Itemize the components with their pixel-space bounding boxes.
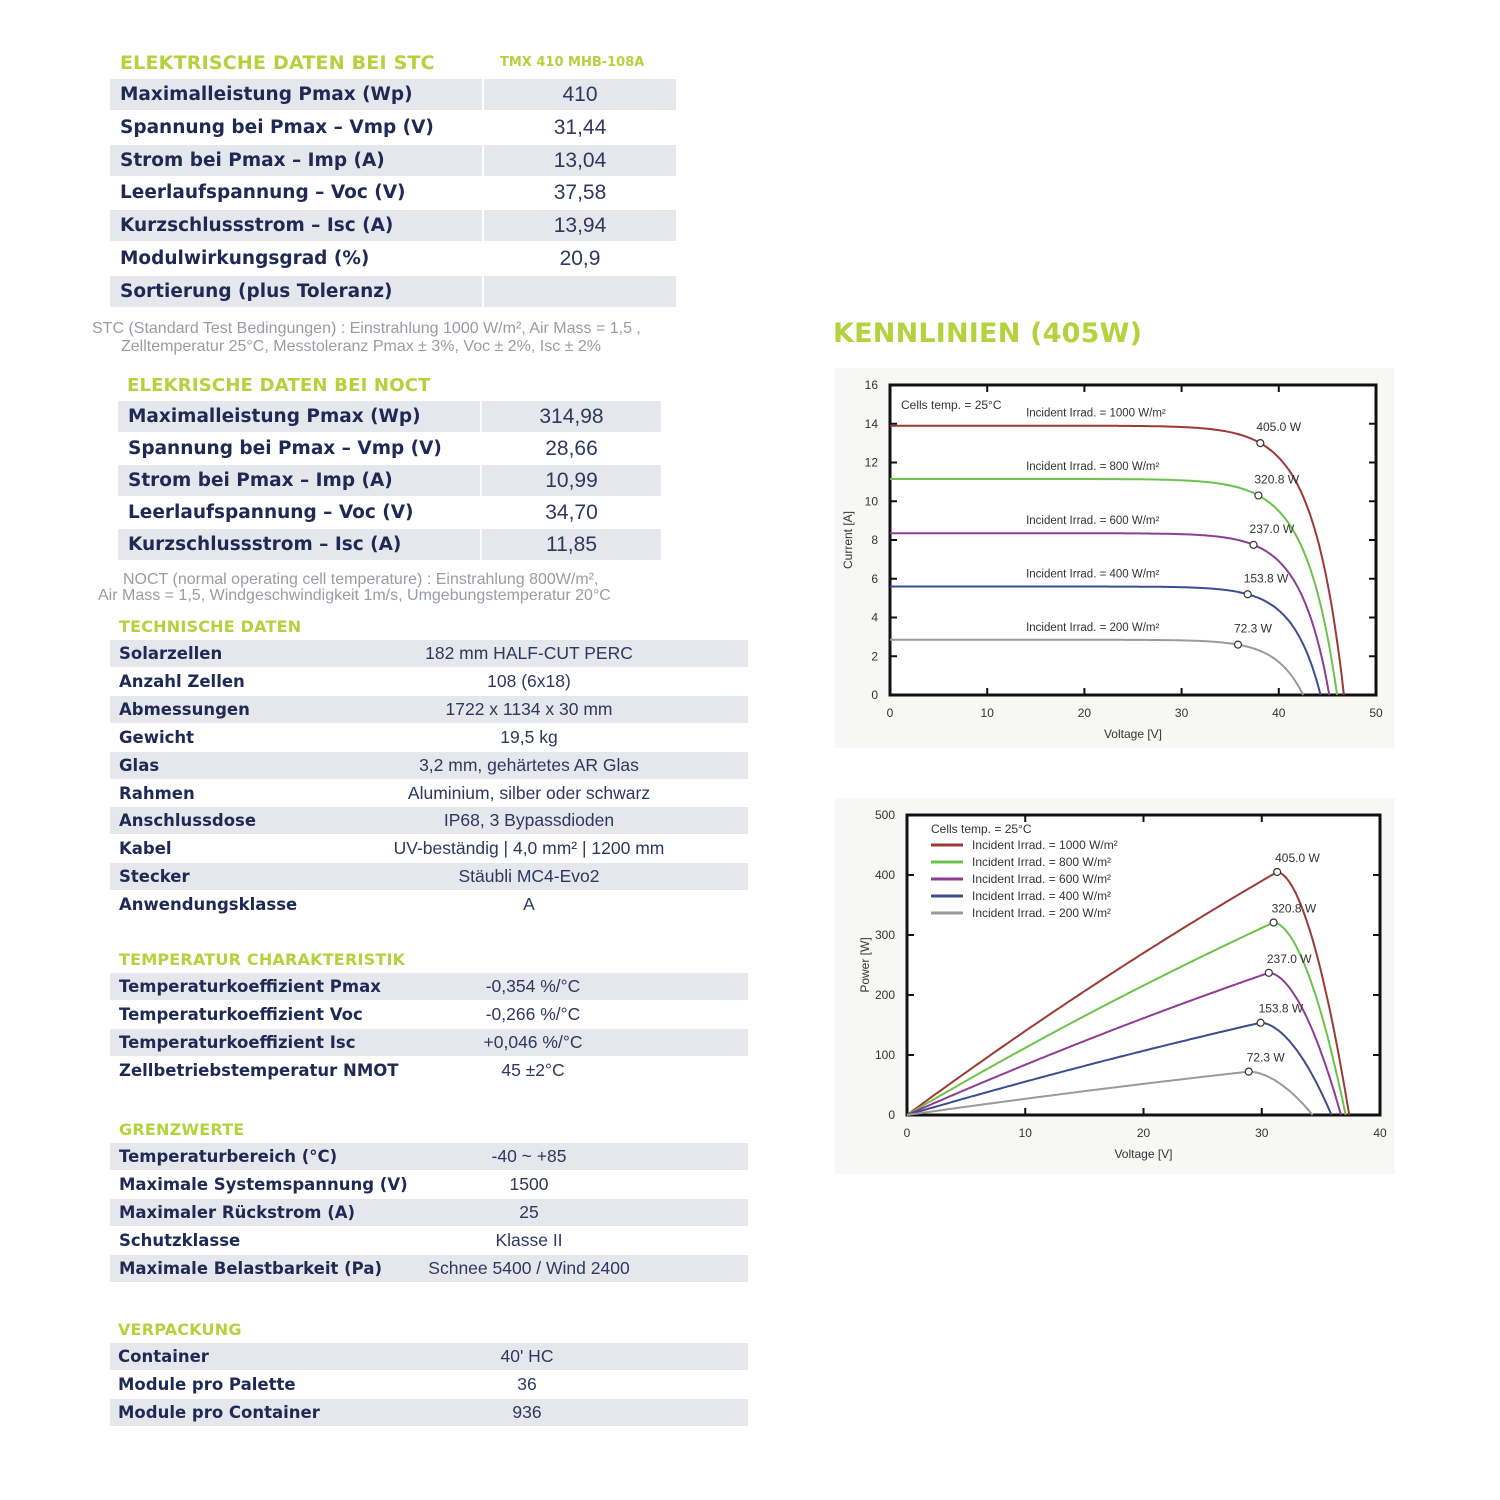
pv-mpp-point: [1265, 969, 1272, 976]
temperatur-row-label: Temperaturkoeffizient Isc: [119, 1033, 356, 1052]
noct-row: [118, 433, 661, 464]
pv-mpp-label: 237.0 W: [1266, 951, 1312, 966]
noct-row-value: 10,99: [482, 465, 661, 496]
grenzwerte-row-label: Temperaturbereich (°C): [119, 1147, 338, 1166]
stc-row-value: 37,58: [553, 181, 607, 205]
stc-row: [110, 276, 676, 307]
verpackung-row: [110, 1343, 748, 1370]
x-tick-label: 20: [1136, 1126, 1151, 1140]
verpackung-row-value: 40' HC: [500, 1346, 554, 1366]
pv-mpp-label: 405.0 W: [1275, 851, 1320, 865]
stc-row: [110, 112, 676, 143]
y-tick-label: 6: [871, 571, 878, 586]
technische-row-label: Glas: [119, 755, 160, 775]
technische-row-label: Gewicht: [119, 727, 195, 747]
verpackung-row-label: Module pro Palette: [118, 1375, 296, 1394]
temperatur-row-value: -0,354 %/°C: [485, 976, 581, 996]
technische-row: [110, 724, 748, 751]
legend-label: Incident Irrad. = 400 W/m²: [972, 889, 1112, 903]
x-tick-label: 10: [980, 706, 994, 720]
iv-series-name: Incident Irrad. = 1000 W/m²: [1026, 407, 1166, 420]
iv-series-name: Incident Irrad. = 600 W/m²: [1026, 515, 1160, 528]
plot-frame: [890, 385, 1376, 695]
grenzwerte-row: [110, 1255, 748, 1282]
noct-row-value: 28,66: [545, 437, 598, 460]
verpackung-row-value: 936: [512, 1402, 542, 1422]
stc-row: [110, 243, 676, 274]
iv-series-name: Incident Irrad. = 200 W/m²: [1026, 621, 1160, 634]
noct-row-value: 314,98: [482, 401, 661, 432]
grenzwerte-title: GRENZWERTE: [119, 1120, 245, 1139]
stc-row-value: 13,94: [484, 210, 676, 241]
technische-row-value: 3,2 mm, gehärtetes AR Glas: [419, 754, 639, 775]
stc-note-2: Zelltemperatur 25°C, Messtoleranz Pmax ± 3%, Voc ± 2%, Isc ± 2%: [121, 338, 602, 355]
iv-series-name: Incident Irrad. = 400 W/m²: [1026, 568, 1160, 581]
x-tick-label: 0: [886, 706, 894, 720]
iv-series-name: Incident Irrad. = 800 W/m²: [1026, 460, 1160, 473]
y-tick-label: 0: [871, 688, 878, 702]
noct-note-2: Air Mass = 1,5, Windgeschwindigkeit 1m/s, Umgebungstemperatur 20°C: [98, 587, 611, 604]
y-axis-label: Current [A]: [841, 510, 855, 570]
noct-row: [118, 465, 661, 496]
x-axis-label: Voltage [V]: [1114, 1147, 1173, 1161]
iv-mpp-point: [1257, 440, 1264, 447]
y-tick-label: 14: [864, 416, 878, 431]
technische-row: [110, 640, 748, 667]
temperatur-row: [110, 973, 748, 1000]
temperatur-title: TEMPERATUR CHARAKTERISTIK: [119, 950, 406, 969]
pv-mpp-point: [1245, 1068, 1252, 1075]
technische-row: [110, 752, 748, 779]
technische-row: [110, 891, 748, 918]
grenzwerte-row: [110, 1143, 748, 1170]
legend-label: Incident Irrad. = 1000 W/m²: [972, 838, 1118, 852]
technische-row-value: IP68, 3 Bypassdioden: [443, 810, 615, 831]
x-tick-label: 10: [1018, 1126, 1032, 1140]
noct-row: [118, 401, 661, 432]
verpackung-row: [110, 1371, 748, 1398]
technische-row-label: Abmessungen: [119, 699, 250, 719]
stc-row-value: 13,04: [484, 145, 676, 176]
noct-row: [118, 497, 661, 528]
iv-mpp-label: 237.0 W: [1249, 521, 1295, 536]
grenzwerte-row-label: Maximale Systemspannung (V): [119, 1175, 408, 1194]
temperatur-row-label: Zellbetriebstemperatur NMOT: [119, 1061, 399, 1080]
stc-row-label: Kurzschlussstrom – Isc (A): [110, 210, 482, 241]
grenzwerte-row-value: 1500: [509, 1174, 549, 1194]
stc-note-1: STC (Standard Test Bedingungen) : Einstrahlung 1000 W/m², Air Mass = 1,5 ,: [92, 320, 641, 337]
grenzwerte-row: [110, 1199, 748, 1226]
iv-mpp-label: 405.0 W: [1256, 420, 1302, 435]
stc-row-label: Sortierung (plus Toleranz): [110, 276, 482, 307]
iv-mpp-point: [1250, 541, 1257, 548]
y-tick-label: 0: [888, 1108, 895, 1122]
x-tick-label: 40: [1272, 706, 1286, 720]
stc-row: [110, 79, 676, 110]
technische-row-label: Rahmen: [119, 783, 195, 803]
x-tick-label: 20: [1077, 706, 1092, 720]
iv-mpp-label: 153.8 W: [1243, 571, 1289, 586]
verpackung-title: VERPACKUNG: [118, 1320, 242, 1339]
noct-row-label: Kurzschlussstrom – Isc (A): [118, 529, 480, 560]
legend-label: Incident Irrad. = 200 W/m²: [972, 906, 1112, 920]
technische-title: TECHNISCHE DATEN: [119, 617, 302, 636]
noct-row-label: Strom bei Pmax – Imp (A): [118, 465, 480, 496]
y-tick-label: 16: [864, 378, 878, 392]
technische-row: [110, 780, 748, 807]
pv-mpp-label: 72.3 W: [1246, 1050, 1285, 1065]
grenzwerte-row: [110, 1227, 748, 1254]
stc-row-label: Modulwirkungsgrad (%): [120, 248, 370, 269]
verpackung-row-label: Module pro Container: [118, 1403, 320, 1422]
technische-row: [110, 863, 748, 890]
technische-row-value: Stäubli MC4-Evo2: [458, 866, 600, 887]
technische-row: [110, 696, 748, 723]
grenzwerte-row-label: Maximaler Rückstrom (A): [119, 1203, 356, 1222]
stc-row-label: Spannung bei Pmax – Vmp (V): [120, 116, 434, 138]
grenzwerte-row-value: Klasse II: [495, 1230, 563, 1250]
cells-temp-label: Cells temp. = 25°C: [901, 398, 1002, 412]
technische-row-value: 108 (6x18): [487, 670, 571, 691]
technische-row-label: Kabel: [119, 839, 172, 859]
stc-row: [110, 210, 676, 241]
technische-row: [110, 835, 748, 862]
technische-row-label: Anwendungsklasse: [119, 895, 298, 915]
stc-row-value: 410: [484, 79, 676, 110]
noct-title: ELEKRISCHE DATEN BEI NOCT: [127, 375, 431, 396]
technische-row-label: Solarzellen: [119, 644, 223, 663]
temperatur-row: [110, 1001, 748, 1028]
x-tick-label: 30: [1255, 1126, 1269, 1140]
iv-chart-box: [835, 368, 1395, 748]
stc-row-label: Maximalleistung Pmax (Wp): [110, 79, 482, 110]
technische-row: [110, 807, 748, 834]
grenzwerte-row-label: Schutzklasse: [119, 1231, 241, 1250]
temperatur-row-value: 45 ±2°C: [501, 1060, 565, 1080]
iv-mpp-label: 320.8 W: [1254, 472, 1300, 487]
temperatur-row-label: Temperaturkoeffizient Voc: [119, 1005, 363, 1024]
y-tick-label: 400: [874, 868, 895, 882]
stc-row: [110, 177, 676, 208]
verpackung-row-value: 36: [517, 1374, 537, 1394]
y-tick-label: 8: [871, 533, 878, 547]
pv-mpp-point: [1274, 869, 1281, 876]
noct-note-1: NOCT (normal operating cell temperature) : Einstrahlung 800W/m²,: [123, 571, 599, 588]
noct-row-label: Leerlaufspannung – Voc (V): [128, 502, 414, 523]
y-tick-label: 2: [871, 649, 878, 664]
stc-model: TMX 410 MHB-108A: [500, 55, 645, 70]
legend-label: Incident Irrad. = 800 W/m²: [972, 855, 1112, 869]
noct-row-label: Spannung bei Pmax – Vmp (V): [128, 438, 442, 459]
pv-chart-box: [835, 798, 1395, 1174]
y-tick-label: 100: [874, 1048, 895, 1062]
pv-mpp-point: [1270, 919, 1277, 926]
technische-row-value: 19,5 kg: [500, 726, 558, 747]
stc-row-label: Leerlaufspannung – Voc (V): [120, 182, 406, 204]
verpackung-row-label: Container: [118, 1347, 209, 1366]
legend-label: Incident Irrad. = 600 W/m²: [972, 872, 1112, 886]
technische-row-value: Aluminium, silber oder schwarz: [407, 782, 651, 803]
stc-row: [110, 145, 676, 176]
iv-mpp-point: [1244, 591, 1251, 598]
pv-mpp-label: 153.8 W: [1258, 1001, 1304, 1016]
x-tick-label: 50: [1369, 706, 1383, 720]
stc-row-value: 31,44: [553, 115, 607, 139]
noct-row-value: 34,70: [545, 501, 598, 524]
y-tick-label: 300: [874, 928, 895, 942]
grenzwerte-row-label: Maximale Belastbarkeit (Pa): [119, 1259, 382, 1278]
grenzwerte-row-value: Schnee 5400 / Wind 2400: [428, 1258, 630, 1278]
y-tick-label: 12: [864, 455, 878, 470]
noct-row: [118, 529, 661, 560]
technische-row-value: 1722 x 1134 x 30 mm: [445, 698, 613, 719]
temperatur-row-value: +0,046 %/°C: [483, 1032, 583, 1052]
stc-title: ELEKTRISCHE DATEN BEI STC: [120, 52, 435, 74]
y-tick-label: 4: [871, 610, 878, 625]
iv-mpp-label: 72.3 W: [1233, 621, 1272, 636]
verpackung-row: [110, 1399, 748, 1426]
technische-row-label: Stecker: [119, 867, 190, 887]
temperatur-row: [110, 1029, 748, 1056]
cells-temp-label: Cells temp. = 25°C: [931, 822, 1032, 836]
y-tick-label: 10: [864, 494, 878, 509]
technische-row-value: A: [523, 894, 535, 915]
y-tick-label: 500: [874, 808, 895, 822]
technische-row-label: Anzahl Zellen: [119, 671, 245, 691]
x-axis-label: Voltage [V]: [1103, 727, 1163, 741]
kennlinien-title: KENNLINIEN (405W): [833, 318, 1143, 349]
x-tick-label: 30: [1174, 706, 1189, 720]
technische-row: [110, 668, 748, 695]
temperatur-row-label: Temperaturkoeffizient Pmax: [119, 977, 381, 996]
grenzwerte-row-value: -40 ~ +85: [491, 1146, 567, 1166]
pv-mpp-point: [1257, 1019, 1264, 1026]
iv-chart: [835, 368, 1395, 748]
temperatur-row: [110, 1057, 748, 1084]
technische-row-value: 182 mm HALF-CUT PERC: [425, 643, 633, 663]
x-tick-label: 40: [1373, 1126, 1387, 1140]
pv-mpp-label: 320.8 W: [1271, 901, 1317, 916]
temperatur-row-value: -0,266 %/°C: [485, 1004, 581, 1024]
x-tick-label: 0: [903, 1126, 911, 1140]
y-axis-label: Power [W]: [858, 937, 872, 993]
pv-chart: [835, 798, 1395, 1174]
stc-row-value: [484, 276, 676, 307]
technische-row-label: Anschlussdose: [119, 811, 257, 831]
noct-row-value: 11,85: [482, 529, 661, 560]
grenzwerte-row-value: 25: [519, 1202, 539, 1222]
y-tick-label: 200: [874, 988, 895, 1002]
noct-row-label: Maximalleistung Pmax (Wp): [118, 401, 480, 432]
technische-row-value: UV-beständig | 4,0 mm² | 1200 mm: [393, 838, 665, 859]
iv-mpp-point: [1255, 492, 1262, 499]
iv-mpp-point: [1234, 641, 1241, 648]
stc-row-label: Strom bei Pmax – Imp (A): [110, 145, 482, 176]
grenzwerte-row: [110, 1171, 748, 1198]
stc-row-value: 20,9: [559, 247, 601, 270]
